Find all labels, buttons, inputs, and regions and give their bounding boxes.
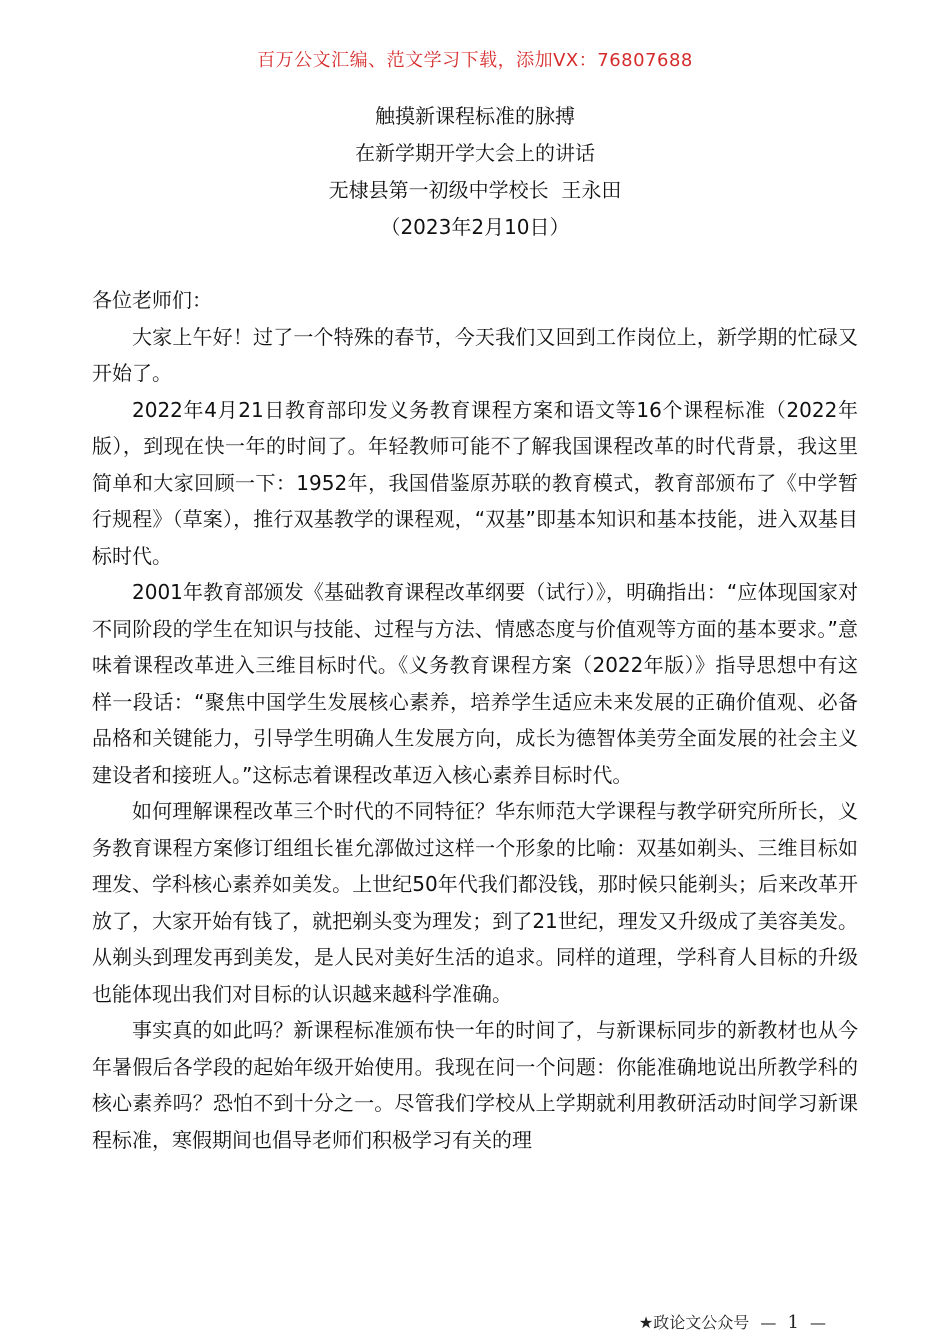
paragraph: 大家上午好！过了一个特殊的春节，今天我们又回到工作岗位上，新学期的忙碌又开始了。: [92, 324, 858, 385]
footer-dash-left: —: [760, 1313, 777, 1332]
paragraph: 事实真的如此吗？新课程标准颁布快一年的时间了，与新课标同步的新教材也从今年暑假后各学段的起始年级开始使用。我现在问一个问题：你能准确地说出所教学科的核心素养吗？恐怕不到十分之一。尽管我们学校从上学期就利用教研活动时间学习新课程标准，寒假期间也倡导老师们积极学习有关的理: [92, 1018, 858, 1152]
greeting: 各位老师们：: [92, 288, 212, 312]
paragraph: 如何理解课程改革三个时代的不同特征？华东师范大学课程与教学研究所所长，义务教育课程方案修订组组长崔允漷做过这样一个形象的比喻：双基如剃头、三维目标如理发、学科核心素养如美发。上世纪50年代我们都没钱，那时候只能剃头；后来改革开放了，大家开始有钱了，就把剃头变为理发；到了21世纪，理发又升级成了美容美发。从剃头到理发再到美发，是人民对美好生活的追求。同样的道理，学科育人目标的升级也能体现出我们对目标的认识越来越科学准确。: [92, 799, 858, 1006]
paragraph: 2022年4月21日教育部印发义务教育课程方案和语文等16个课程标准（2022年版），到现在快一年的时间了。年轻教师可能不了解我国课程改革的时代背景，我这里简单和大家回顾一下：1952年，我国借鉴原苏联的教育模式，教育部颁布了《中学暂行规程》（草案），推行双基教学的课程观，“双基”即基本知识和基本技能，进入双基目标时代。: [92, 397, 858, 568]
footer-source: ★政论文公众号: [638, 1313, 750, 1332]
document-author: 无棣县第一初级中学校长 王永田: [328, 178, 622, 202]
document-body: [92, 282, 858, 1158]
paragraph: 2001年教育部颁发《基础教育课程改革纲要（试行）》，明确指出：“应体现国家对不同阶段的学生在知识与技能、过程与方法、情感态度与价值观等方面的基本要求。”意味着课程改革进入三维目标时代。《义务教育课程方案（2022年版）》指导思想中有这样一段话：“聚焦中国学生发展核心素养，培养学生适应未来发展的正确价值观、必备品格和关键能力，引导学生明确人生发展方向，成长为德智体美劳全面发展的社会主义建设者和接班人。”这标志着课程改革迈入核心素养目标时代。: [92, 580, 858, 787]
footer-dash-right: —: [810, 1313, 826, 1332]
document-title: 触摸新课程标准的脉搏: [375, 104, 575, 128]
document-date: （2023年2月10日）: [380, 215, 570, 239]
page-number: 1: [787, 1312, 799, 1333]
document-subtitle: 在新学期开学大会上的讲话: [355, 141, 595, 165]
document-header: [0, 98, 950, 246]
page-footer: [639, 1310, 832, 1333]
watermark-banner: 百万公文汇编、范文学习下载，添加VX：76807688: [257, 50, 693, 71]
